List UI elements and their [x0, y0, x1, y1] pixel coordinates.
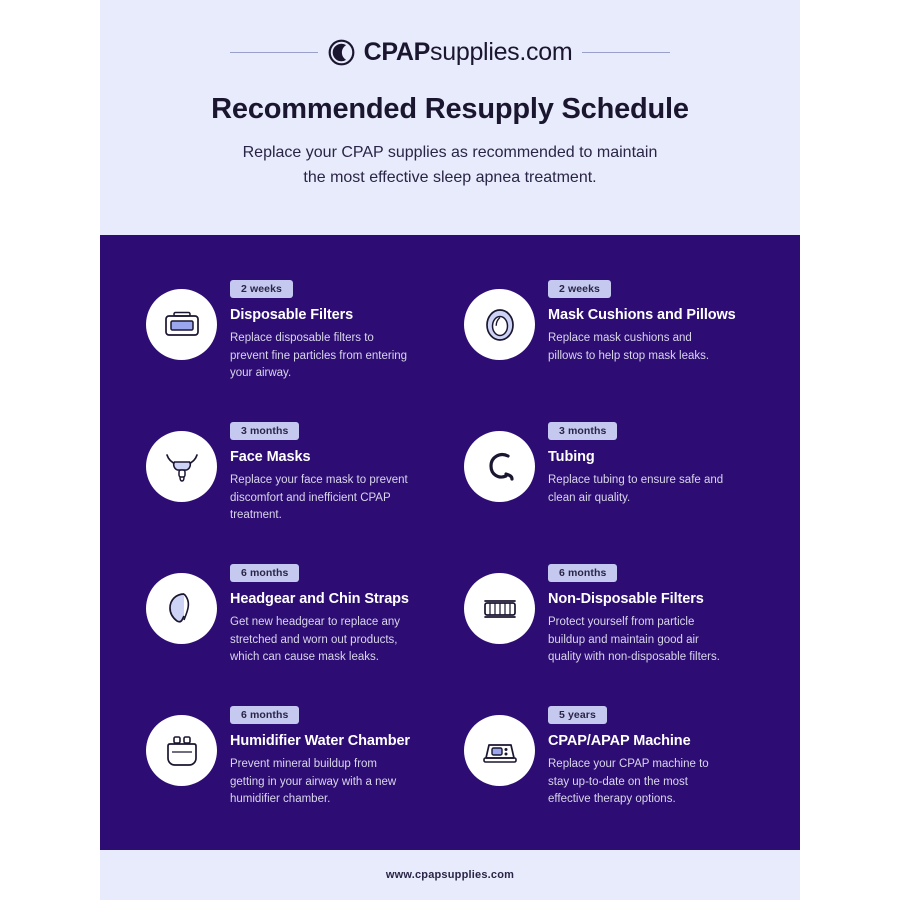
- non-disposable-filter-icon: [464, 573, 535, 644]
- schedule-item: [464, 417, 754, 559]
- footer-url[interactable]: www.cpapsupplies.com: [385, 869, 515, 881]
- brand-name-bold: CPAP: [363, 38, 431, 66]
- schedule-item-title: Tubing: [548, 449, 595, 465]
- schedule-item-body: [548, 417, 754, 507]
- schedule-item-description: Replace tubing to ensure safe and clean air quality.: [548, 474, 724, 504]
- header-section: [100, 0, 800, 235]
- schedule-item-description: Replace mask cushions and pillows to help stop mask leaks.: [548, 332, 710, 362]
- status-badge: 2 weeks: [548, 280, 611, 298]
- brand-logo-lockup: [328, 38, 573, 67]
- humidifier-chamber-icon: [146, 715, 217, 786]
- brand-rule-left: [230, 52, 318, 53]
- headgear-icon: [146, 573, 217, 644]
- schedule-item-title: Disposable Filters: [230, 307, 354, 323]
- schedule-item-title: Mask Cushions and Pillows: [548, 307, 736, 323]
- schedule-item-body: [548, 275, 754, 365]
- schedule-item: [464, 275, 754, 417]
- tubing-icon: [464, 431, 535, 502]
- status-badge: 6 months: [230, 706, 299, 724]
- schedule-item-description: Replace disposable filters to prevent fine particles from entering your airway.: [230, 332, 408, 379]
- page-subtitle: [100, 140, 800, 190]
- status-badge: 3 months: [230, 422, 299, 440]
- schedule-item-title: Face Masks: [230, 449, 311, 465]
- schedule-item-description: Replace your face mask to prevent discomfort and inefficient CPAP treatment.: [230, 474, 408, 521]
- schedule-item: [464, 559, 754, 701]
- schedule-item-body: [548, 559, 754, 667]
- schedule-item-description: Get new headgear to replace any stretched and worn out products, which can cause mask leaks.: [230, 616, 401, 663]
- brand-rule-right: [582, 52, 670, 53]
- status-badge: 6 months: [230, 564, 299, 582]
- schedule-grid: [100, 235, 800, 843]
- brand-name: [364, 38, 573, 67]
- schedule-item-body: [230, 417, 436, 525]
- schedule-item-title: Headgear and Chin Straps: [230, 591, 409, 607]
- brand-row: [100, 38, 800, 67]
- schedule-item: [464, 701, 754, 843]
- schedule-item: [146, 559, 436, 701]
- schedule-item-title: Humidifier Water Chamber: [230, 733, 410, 749]
- status-badge: 3 months: [548, 422, 617, 440]
- cpap-machine-icon: [464, 715, 535, 786]
- page-subtitle-line1: Replace your CPAP supplies as recommended to maintain: [242, 144, 658, 161]
- schedule-item-body: [230, 559, 436, 667]
- schedule-item-description: Replace your CPAP machine to stay up-to-date on the most effective therapy options.: [548, 758, 709, 805]
- schedule-item-body: [230, 701, 436, 809]
- moon-crescent-icon: [328, 39, 355, 66]
- page-title: Recommended Resupply Schedule: [211, 93, 689, 125]
- footer-section: [100, 850, 800, 900]
- status-badge: 6 months: [548, 564, 617, 582]
- face-mask-icon: [146, 431, 217, 502]
- schedule-item: [146, 275, 436, 417]
- schedule-item-body: [548, 701, 754, 809]
- schedule-panel: [100, 235, 800, 850]
- status-badge: 2 weeks: [230, 280, 293, 298]
- status-badge: 5 years: [548, 706, 607, 724]
- schedule-item-title: CPAP/APAP Machine: [548, 733, 691, 749]
- mask-cushion-icon: [464, 289, 535, 360]
- schedule-item: [146, 701, 436, 843]
- schedule-item-description: Prevent mineral buildup from getting in your airway with a new humidifier chamber.: [230, 758, 397, 805]
- schedule-item-description: Protect yourself from particle buildup and maintain good air quality with non-disposable filters.: [548, 616, 720, 663]
- brand-name-light: supplies.com: [430, 38, 573, 66]
- schedule-item: [146, 417, 436, 559]
- schedule-item-body: [230, 275, 436, 383]
- disposable-filter-icon: [146, 289, 217, 360]
- schedule-item-title: Non-Disposable Filters: [548, 591, 704, 607]
- page-subtitle-line2: the most effective sleep apnea treatment.: [303, 169, 597, 186]
